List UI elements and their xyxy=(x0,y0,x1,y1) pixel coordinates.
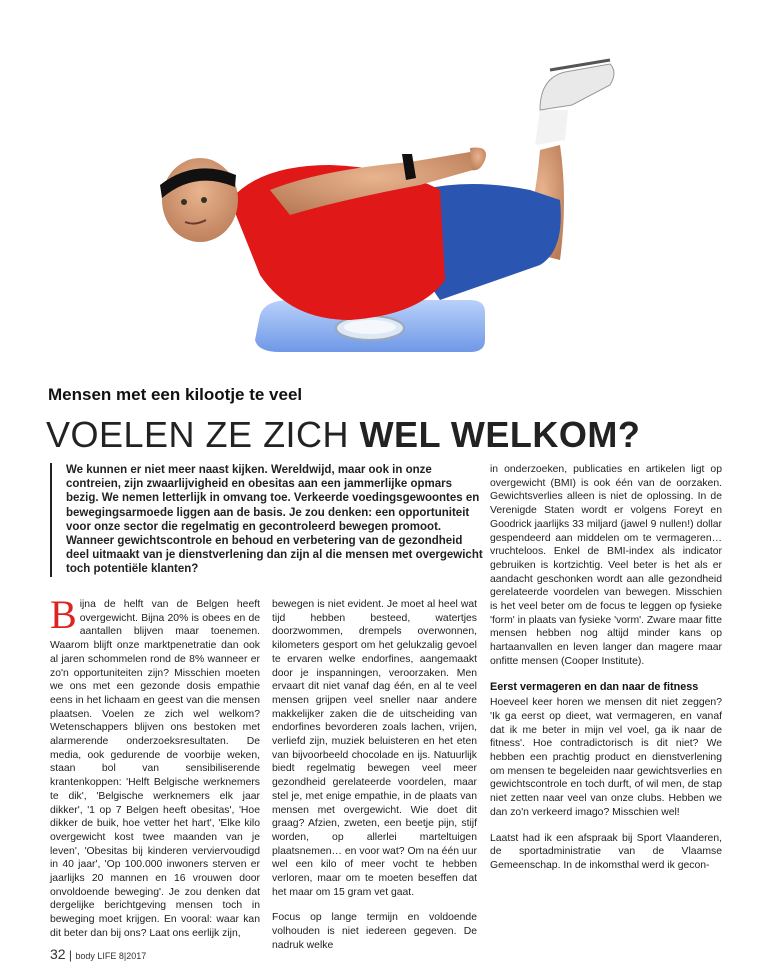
headline-bold: WEL WELKOM? xyxy=(359,414,641,455)
page-number: 32 xyxy=(50,946,66,962)
head-icon xyxy=(160,158,238,242)
column-1-text: ijna de helft van de Belgen heeft overgewicht. Bijna 20% is obees en de aantallen blijven maar toenemen. Waarom blijft onze marktpenetratie dan ook al jaren schommelen rond de 8% wanneer er zo'n opportuniteiten zijn? Misschien moeten we ons met een gezonde dosis empathie eens in het lichaam en geest van die mensen plaatsen. Voelen ze zich wel welkom? Wetenschappers blijven ons bestoken met alarmerende onderzoeksresultaten. De media, ook gedurende de voorbije weken, staan bol van sensibiliserende krantenkoppen: 'Helft Belgische werknemers te dik', 'Belgische werknemers elk jaar dikker', '1 op 7 Belgen heeft obesitas', 'Hoe dikker de buik, hoe vetter het hart', 'Elke kilo overgewicht kost twee maanden van je leven', 'Obesitas bij kinderen verviervoudigd in 40 jaar', 'Op 100.000 inwoners sterven er jaarlijks 20 mannen en 16 vrouwen door onvoldoende beweging'. Je zou denken dat dergelijke berichtgeving mensen toch in beweging moet krijgen. En vooral: waar kan dit beter dan bij ons? Laat ons eerlijk zijn, xyxy=(50,599,260,939)
column-2-paragraph-1: bewegen is niet evident. Je moet al heel wat tijd hebben besteed, watertjes doorzwommen, drempels overwonnen, kilometers gesport om het gelukzalig gevoel te ervaren welke endorfines, aangemaakt door je inspanningen, veroorzaken. Men ervaart dit niet vanaf dag één, en al te veel mensen grijpen veel sneller naar andere makkelijker zaken die de uitscheiding van endorfines bevorderen zoals lachen, vrijen, verliefd zijn, muziek beluisteren en het eten van bijvoorbeeld chocolade en ijs. Natuurlijk biedt regelmatig bewegen veel meer gezondheid gerelateerde voordelen, maar stel je, met enige empathie, in de plaats van mensen met overgewicht. Wie doet dit graag? Afzien, zweten, een beetje pijn, stijf worden, op allerlei marteltuigen plaatsnemen… en voor wat? Om na één uur wel een kilo of meer vocht te hebben verloren, maar om te moeten beseffen dat het maar om 15 gram vet gaat. xyxy=(272,599,477,898)
drop-cap: B xyxy=(50,592,77,637)
column-3-paragraph-2: Hoeveel keer horen we mensen dit niet zeggen? 'Ik ga eerst op dieet, wat vermageren, en vanaf dat ik me beter in mijn vel voel, ga ik naar de fitness'. Hoe contradictorisch is dit niet? We hebben een prachtig product en dienstverlening om mensen te begeleiden naar gewichtsverlies en gewichtscontrole en toch durft, of wil men, de stap niet zetten naar veel van onze clubs. Hebben we dan zo'n verkeerd imago? Misschien wel! xyxy=(490,697,722,818)
column-2 xyxy=(272,598,477,953)
section-subhead: Eerst vermageren en dan naar de fitness xyxy=(490,680,699,693)
page-footer xyxy=(50,946,146,962)
hero-photo xyxy=(140,50,640,370)
headline-light: VOELEN ZE ZICH xyxy=(46,414,350,455)
page-title xyxy=(46,414,640,456)
intro-paragraph: We kunnen er niet meer naast kijken. Wereldwijd, maar ook in onze contreien, zijn zwaarlijvigheid en obesitas aan een jammerlijke opmars bezig. We nemen letterlijk in omvang toe. Verkeerde voedingsgewoontes en bewegingsarmoede liggen aan de basis. Je zou denken: een opportuniteit voor onze sector die regelmatig en gecontroleerd bewegen promoot. Wanneer gewichtscontrole en behoud en verbetering van de gezondheid deel uitmaakt van je dienstverlening dan zijn al die mensen met overgewicht toch potentiële klanten? xyxy=(50,463,486,577)
column-1 xyxy=(50,592,260,941)
kicker-title: Mensen met een kilootje te veel xyxy=(48,385,303,404)
magazine-issue: body LIFE 8|2017 xyxy=(75,951,147,961)
column-2-paragraph-2: Focus op lange termijn en voldoende volhouden is niet iedereen gegeven. De nadruk welke xyxy=(272,912,477,951)
column-3 xyxy=(490,463,722,873)
footer-separator: | xyxy=(68,948,73,962)
column-3-paragraph-1: in onderzoeken, publicaties en artikelen ligt op overgewicht (BMI) is ook één van de oorzaken. Gewichtsverlies alleen is niet de oplossing. In de Verenigde Staten wordt er volgens Foreyt en Goodrick jaarlijks 33 miljard (jawel 9 nullen!) dollar gespendeerd aan middelen om te vermageren… vruchteloos. Enkel de BMI-index als indicator gebruiken is kortzichtig. Veel beter is het als er aandacht geschonken wordt aan alle gezondheid gerelateerde voordelen van bewegen. Misschien is het veel beter om de focus te leggen op fysieke 'form' in plaats van fysieke 'vorm'. Zware maar fitte mensen hebben nog altijd minder kans op hartaanvallen en leven langer dan magere maar onfitte mensen (Cooper Institute). xyxy=(490,464,722,667)
column-3-paragraph-3: Laatst had ik een afspraak bij Sport Vlaanderen, de sportadministratie van de Vlaamse Gemeenschap. In de inkomsthal werd ik gecon- xyxy=(490,832,722,871)
